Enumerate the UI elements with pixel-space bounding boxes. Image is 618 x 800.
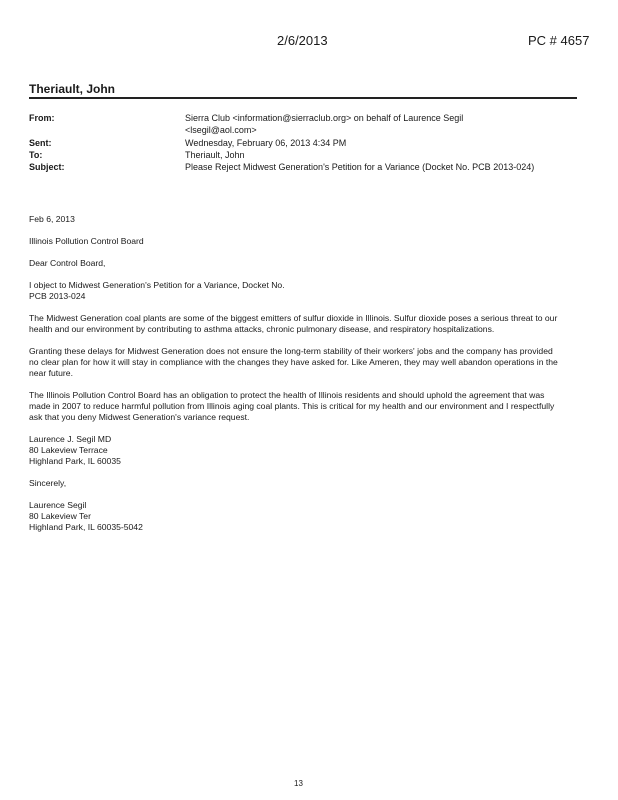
to-value: Theriault, John bbox=[185, 150, 245, 160]
paragraph-delays: Granting these delays for Midwest Generation does not ensure the long-term stability of their workers' jobs and the company has provided no clear plan for how it will stay in compliance with the changes they have asked for. Like Ameren, they may well abandon operations in the near future. bbox=[29, 346, 558, 378]
signature-block-1 bbox=[29, 434, 559, 467]
signature-block-2 bbox=[29, 500, 559, 533]
from-email: <lsegil@aol.com> bbox=[185, 125, 257, 135]
objection-line: I object to Midwest Generation's Petition for a Variance, Docket No. bbox=[29, 280, 285, 290]
signature-line: Highland Park, IL 60035-5042 bbox=[29, 522, 143, 532]
letter-date: Feb 6, 2013 bbox=[29, 214, 75, 224]
letter-body bbox=[29, 214, 559, 544]
page-number: 13 bbox=[294, 779, 303, 788]
signature-line: Laurence Segil bbox=[29, 500, 87, 510]
letter-closing: Sincerely, bbox=[29, 478, 67, 488]
signature-line: Laurence J. Segil MD bbox=[29, 434, 112, 444]
signature-line: Highland Park, IL 60035 bbox=[29, 456, 121, 466]
sender-name: Theriault, John bbox=[29, 82, 116, 96]
letter-salutation: Dear Control Board, bbox=[29, 258, 106, 268]
header-rule bbox=[29, 97, 577, 99]
to-label: To: bbox=[29, 150, 43, 160]
pc-number: PC # 4657 bbox=[528, 33, 590, 48]
signature-line: 80 Lakeview Ter bbox=[29, 511, 91, 521]
objection-line: PCB 2013-024 bbox=[29, 291, 86, 301]
subject-label: Subject: bbox=[29, 162, 65, 172]
date-stamp: 2/6/2013 bbox=[277, 33, 328, 48]
letter-recipient: Illinois Pollution Control Board bbox=[29, 236, 144, 246]
objection-statement bbox=[29, 280, 559, 302]
from-label: From: bbox=[29, 113, 55, 123]
sent-value: Wednesday, February 06, 2013 4:34 PM bbox=[185, 138, 347, 148]
signature-line: 80 Lakeview Terrace bbox=[29, 445, 108, 455]
subject-value: Please Reject Midwest Generation's Petition for a Variance (Docket No. PCB 2013-024) bbox=[185, 162, 535, 172]
sent-label: Sent: bbox=[29, 138, 52, 148]
from-value: Sierra Club <information@sierraclub.org> on behalf of Laurence Segil bbox=[185, 113, 464, 123]
paragraph-sulfur-dioxide: The Midwest Generation coal plants are some of the biggest emitters of sulfur dioxide in Illinois. Sulfur dioxide poses a serious threat to our health and our environment by contributing to asthma attacks, chronic pulmonary disease, and respiratory hospitalizations. bbox=[29, 313, 558, 334]
paragraph-obligation: The Illinois Pollution Control Board has an obligation to protect the health of Illinois residents and should uphold the agreement that was made in 2007 to reduce harmful pollution from Illinois aging coal plants. This is critical for my health and our environment and I respectfully ask that you deny Midwest Generation's variance request. bbox=[29, 390, 555, 422]
